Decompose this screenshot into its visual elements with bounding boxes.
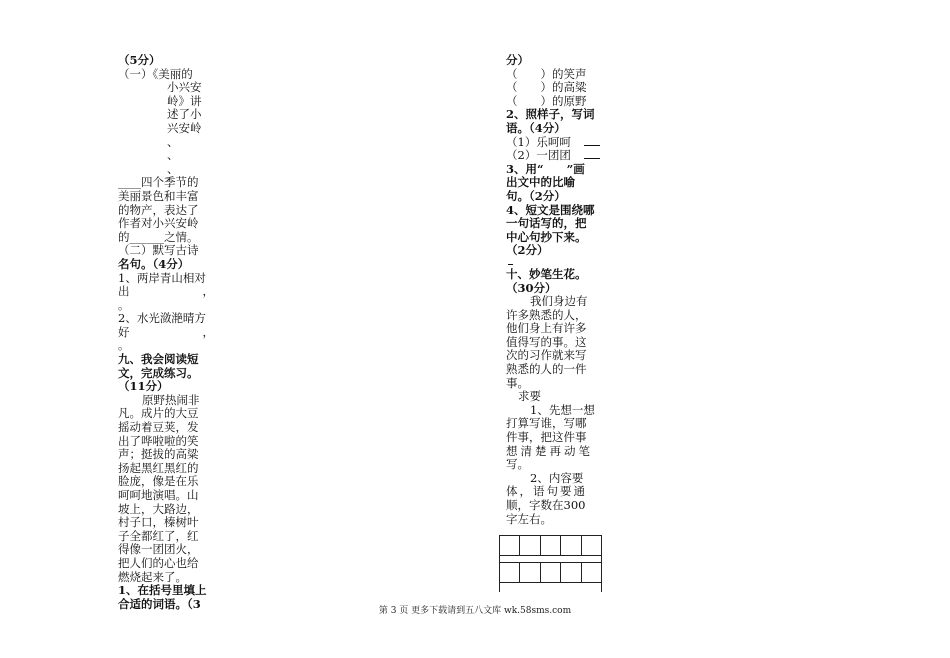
text-line: 1、先想一想 (530, 402, 595, 417)
text-line: 出了哗啦啦的笑 (118, 433, 199, 448)
grid-border-right (601, 535, 602, 592)
section-heading: 十、妙笔生花。 (506, 266, 587, 281)
text-line: 。 (118, 297, 130, 312)
text-line: 岭》讲 (167, 93, 202, 108)
grid-cell (541, 536, 561, 555)
text-fragment: （2）一团团 (506, 148, 571, 163)
text-line: 的______之情。 (118, 229, 199, 244)
text-line: 熟悉的人的一件 (506, 362, 587, 377)
text-line: 字左右。 (506, 511, 552, 526)
text-line (506, 149, 602, 163)
text-line: （5分） (118, 53, 161, 67)
question-heading: 句。（2分） (506, 188, 566, 203)
text-line: 顺，字数在300 (506, 498, 586, 512)
text-line: 。 (118, 338, 130, 353)
text-line: （二）默写古诗 (118, 243, 199, 258)
text-line: 、 (167, 148, 179, 163)
answer-blank (584, 158, 600, 159)
text-line: 、 (167, 134, 179, 149)
grid-row (499, 562, 602, 583)
question-heading: （2分） (506, 243, 549, 258)
text-line: 美丽景色和丰富 (118, 188, 199, 203)
question-heading: 1、在括号里填上 (118, 583, 207, 598)
grid-cell (561, 536, 581, 555)
text-line: 燃烧起来了。 (118, 569, 187, 584)
question-heading: 4、短文是围绕哪 (506, 202, 595, 217)
text-line: 名句。（4分） (118, 256, 190, 271)
text-line: 许多熟悉的人， (506, 307, 587, 322)
question-heading: 中心句抄下来。 (506, 229, 587, 244)
text-line: （ ）的高粱 (506, 80, 587, 95)
text-line: 我们身边有 (530, 294, 588, 309)
text-line: 凡。成片的大豆 (118, 406, 199, 421)
question-heading: 3、用“ ”画 (506, 161, 585, 176)
grid-cell (561, 563, 581, 582)
poem-line (118, 326, 214, 340)
text-line: 2、水光潋滟晴方 (118, 311, 206, 326)
grid-cell (500, 563, 520, 582)
section-heading: 九、我会阅读短 (118, 352, 199, 367)
question-heading: 合适的词语。（3 (118, 596, 201, 611)
grid-cell (582, 563, 601, 582)
text-line: 扬起黑红黑红的 (118, 460, 199, 475)
poem-line (118, 285, 214, 299)
text-line: 打算写谁，写哪 (506, 416, 587, 431)
text-line: 的物产，表达了 (118, 202, 199, 217)
question-heading: 出文中的比喻 (506, 175, 575, 190)
text-line: 子全都红了，红 (118, 528, 199, 543)
text-fragment: ， (202, 284, 214, 299)
text-line: 把人们的心也给 (118, 555, 199, 570)
text-line: 想清楚再动笔 (506, 443, 593, 458)
question-heading: 语。（4分） (506, 120, 566, 135)
text-line: 述了小 (167, 107, 202, 122)
text-fragment: ， (202, 324, 214, 339)
question-heading: 一句话写的，把 (506, 216, 587, 231)
answer-blank (584, 145, 600, 146)
text-line: 分） (506, 53, 529, 67)
text-line: 作者对小兴安岭 (118, 216, 199, 231)
text-line: 事。 (506, 375, 529, 390)
text-line: 坡上，大路边， (118, 501, 199, 516)
grid-cell (520, 536, 540, 555)
text-line: 值得写的事。这 (506, 334, 587, 349)
grid-row (499, 535, 602, 556)
right-column (506, 54, 602, 526)
grid-border-left (499, 535, 500, 592)
section-heading: （11分） (118, 379, 169, 394)
text-line: 原野热闹非 (142, 392, 200, 407)
grid-cell (541, 563, 561, 582)
text-line: 件事，把这件事 (506, 430, 587, 445)
text-line: （ ）的原野 (506, 93, 587, 108)
text-line: 声；挺拔的高粱 (118, 447, 199, 462)
section-heading: 文，完成练习。 (118, 365, 199, 380)
text-line: 得像一团团火， (118, 542, 199, 557)
text-line: 脸庞，像是在乐 (118, 474, 199, 489)
text-line: 2、内容要 (530, 470, 584, 485)
grid-cell (582, 536, 601, 555)
text-fragment: 出 (118, 284, 130, 299)
text-line: 次的习作就来写 (506, 348, 587, 363)
text-line: 求要 (518, 389, 541, 404)
text-line: 小兴安 (167, 80, 202, 95)
text-fragment: （1）乐呵呵 (506, 134, 571, 149)
page-footer: 第 3 页 更多下载请到五八文库 wk.58sms.com (378, 606, 572, 616)
text-line: 摇动着豆荚，发 (118, 420, 199, 435)
question-heading: 2、照样子，写词 (506, 107, 595, 122)
text-line: 写。 (506, 457, 529, 472)
text-fragment: 好 (118, 324, 130, 339)
text-line (506, 136, 602, 150)
text-line: 体，语句要通 (506, 484, 587, 499)
section-heading: （30分） (506, 280, 557, 295)
text-line: 他们身上有许多 (506, 321, 587, 336)
text-line: （ ）的笑声 (506, 66, 587, 81)
stray-mark (506, 264, 602, 268)
text-line: （一）《美丽的 (118, 66, 193, 81)
grid-cell (520, 563, 540, 582)
text-line: 1、两岸青山相对 (118, 270, 206, 285)
text-line: 村子口，榛树叶 (118, 515, 199, 530)
left-column (118, 54, 214, 611)
text-line: 、 (167, 161, 179, 176)
writing-grid (499, 535, 602, 592)
grid-cell (500, 536, 520, 555)
text-line: ____四个季节的 (118, 175, 199, 190)
text-line: 兴安岭 (167, 120, 202, 135)
text-line: 呵呵地演唱。山 (118, 488, 199, 502)
